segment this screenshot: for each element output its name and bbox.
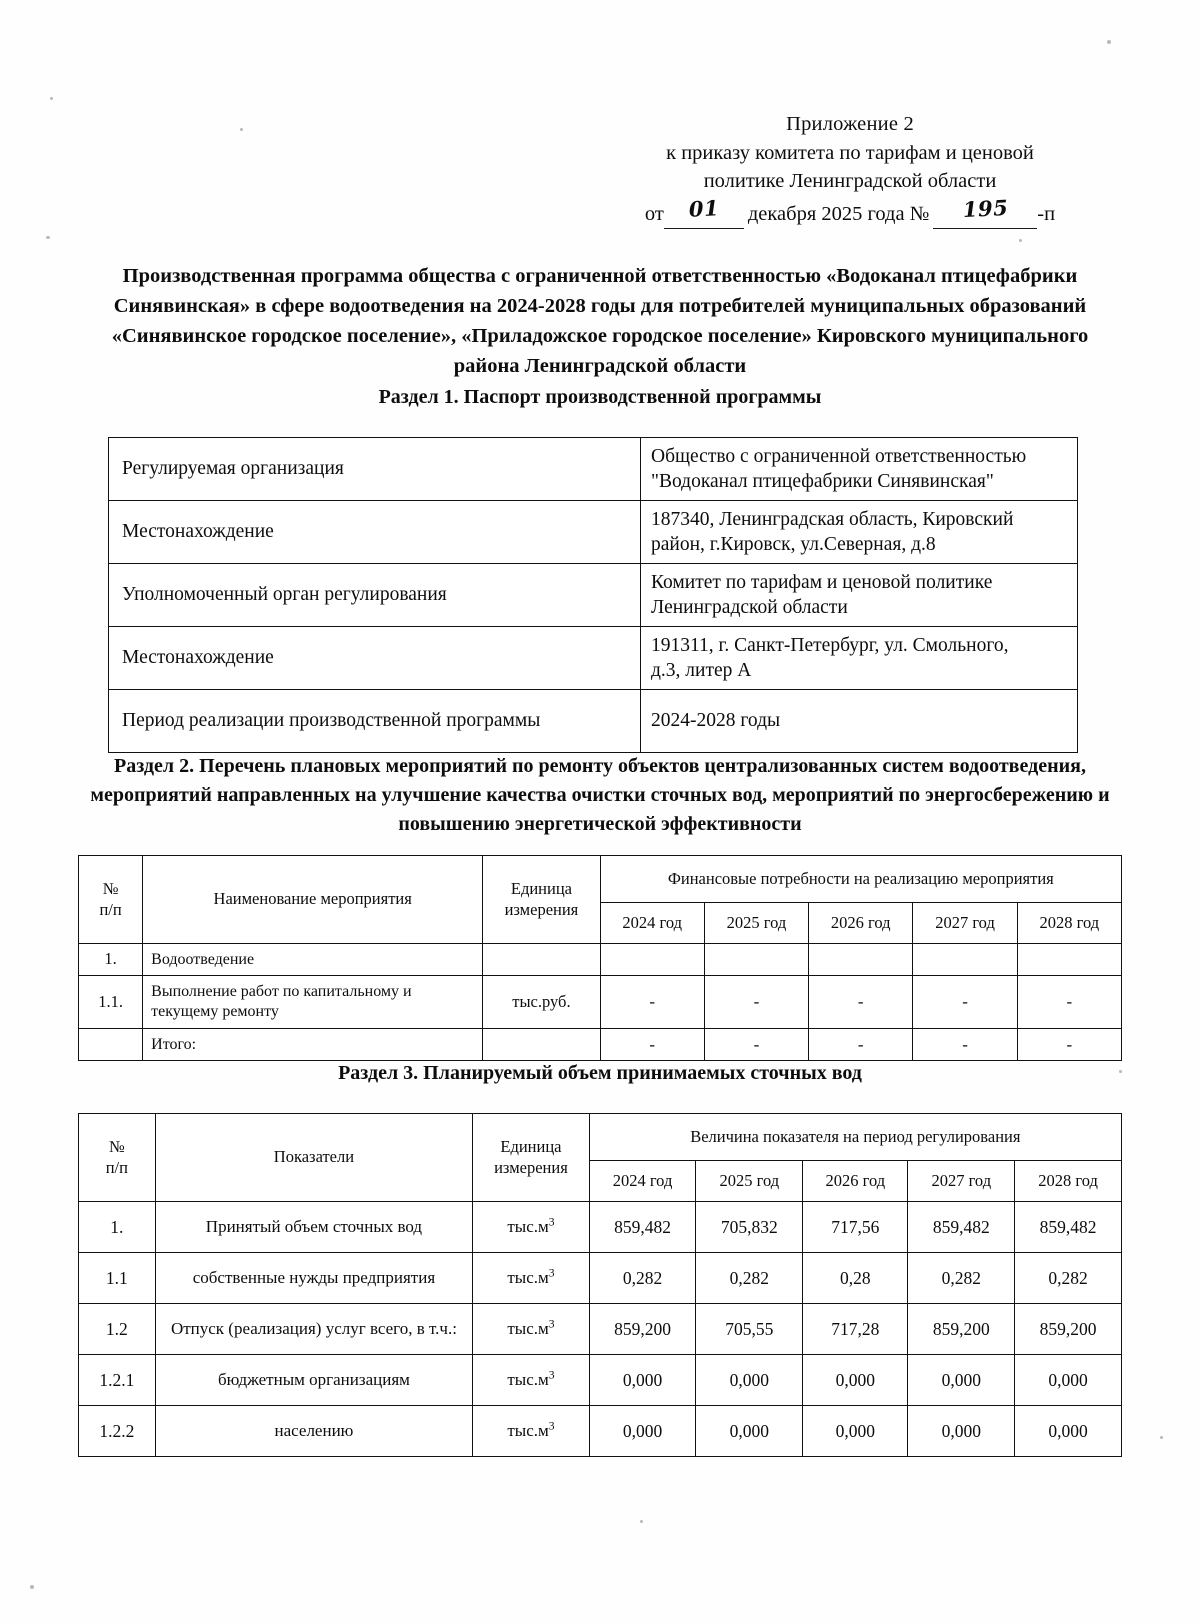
col-header-unit-l2: измерения xyxy=(494,1157,568,1177)
cell-2028: 859,482 xyxy=(1015,1202,1122,1253)
passport-value-line: д.3, литер А xyxy=(651,660,752,681)
cell-2026 xyxy=(809,944,913,976)
cell-2026: - xyxy=(809,1029,913,1061)
col-header-year-2027: 2027 год xyxy=(913,903,1017,944)
row-unit xyxy=(473,1253,589,1304)
section-3-heading: Раздел 3. Планируемый объем принимаемых сточных вод xyxy=(338,1062,862,1084)
order-number-value: 195 xyxy=(961,194,1009,223)
cell-2025: 0,000 xyxy=(696,1406,803,1457)
table-row xyxy=(109,501,1078,564)
cell-2024: 0,000 xyxy=(589,1406,696,1457)
appendix-line-1: Приложение 2 xyxy=(786,113,914,135)
passport-value-line: Комитет по тарифам и ценовой политике xyxy=(651,571,993,593)
row-unit xyxy=(483,1029,600,1061)
cell-2028: 0,000 xyxy=(1015,1406,1122,1457)
table-row xyxy=(79,1304,1122,1355)
cell-2024 xyxy=(600,944,704,976)
row-name: Итого: xyxy=(143,1029,483,1061)
col-header-name: Показатели xyxy=(155,1114,473,1202)
scan-speck xyxy=(1160,1436,1163,1439)
row-name: Принятый объем сточных вод xyxy=(155,1202,473,1253)
col-header-year-2026: 2026 год xyxy=(809,903,913,944)
cell-2024: 0,000 xyxy=(589,1355,696,1406)
scan-speck xyxy=(1019,239,1022,242)
row-index: 1.1 xyxy=(79,1253,156,1304)
cell-2027: 0,282 xyxy=(908,1253,1015,1304)
unit-base: тыс.м xyxy=(507,1370,549,1390)
scan-speck xyxy=(1119,1070,1122,1073)
order-date-mid: декабря 2025 года № xyxy=(747,203,930,226)
col-header-unit xyxy=(483,856,600,944)
order-day-value: 01 xyxy=(687,195,720,222)
table-row xyxy=(79,1202,1122,1253)
row-unit: тыс.руб. xyxy=(483,976,600,1029)
cell-2024: - xyxy=(600,1029,704,1061)
col-header-year-2024: 2024 год xyxy=(589,1161,696,1202)
cell-2027: 859,200 xyxy=(908,1304,1015,1355)
cell-2028: 0,282 xyxy=(1015,1253,1122,1304)
row-index: 1.2.1 xyxy=(79,1355,156,1406)
passport-key: Регулируемая организация xyxy=(109,438,641,501)
cell-2026: - xyxy=(809,976,913,1029)
row-index: 1.2.2 xyxy=(79,1406,156,1457)
row-name: Отпуск (реализация) услуг всего, в т.ч.: xyxy=(155,1304,473,1355)
passport-value-line: "Водоканал птицефабрики Синявинская" xyxy=(651,471,994,492)
cell-2026: 0,000 xyxy=(803,1355,908,1406)
col-header-year-2024: 2024 год xyxy=(600,903,704,944)
col-header-year-2028: 2028 год xyxy=(1017,903,1121,944)
scan-speck xyxy=(50,97,53,100)
row-name: собственные нужды предприятия xyxy=(155,1253,473,1304)
passport-table xyxy=(108,437,1078,753)
table-row xyxy=(109,627,1078,690)
cell-2025: 0,000 xyxy=(696,1355,803,1406)
col-header-year-2025: 2025 год xyxy=(696,1161,803,1202)
table-row xyxy=(109,564,1078,627)
cell-2028: - xyxy=(1017,1029,1121,1061)
table-row xyxy=(79,1029,1122,1061)
row-index: 1.1. xyxy=(79,976,143,1029)
passport-key: Период реализации производственной программы xyxy=(109,690,641,753)
cell-2027: 0,000 xyxy=(908,1406,1015,1457)
row-name xyxy=(143,976,483,1029)
passport-value xyxy=(641,501,1078,564)
scan-speck xyxy=(240,128,243,131)
passport-value-line: 187340, Ленинградская область, Кировский xyxy=(651,508,1014,530)
cell-2024: - xyxy=(600,976,704,1029)
cell-2025: - xyxy=(704,976,808,1029)
cell-2028: 859,200 xyxy=(1015,1304,1122,1355)
unit-exponent: 3 xyxy=(548,1266,555,1280)
cell-2025: 705,832 xyxy=(696,1202,803,1253)
appendix-line-2: к приказу комитета по тарифам и ценовой xyxy=(666,141,1034,164)
passport-value-line: 191311, г. Санкт-Петербург, ул. Смольного, xyxy=(651,634,1009,656)
row-name-line: Выполнение работ по капитальному и xyxy=(151,983,412,1001)
passport-value-line: район, г.Кировск, ул.Северная, д.8 xyxy=(651,534,936,555)
page-title: Производственная программа общества с ограниченной ответственностью «Водоканал птицефабрики Синявинская» в сфере водоотведения на 2024-2028 годы для потребителей муниципальных образований «Синявинское городское поселение», «Приладожское городское поселение» Кировского муниципального района Ленинградской области xyxy=(111,265,1089,377)
table-header-row xyxy=(79,856,1122,903)
row-index xyxy=(79,1029,143,1061)
order-number-suffix: -п xyxy=(1037,203,1056,226)
planned-works-table xyxy=(78,855,1122,1061)
scan-speck xyxy=(640,1520,643,1523)
col-header-num-l1: № xyxy=(108,1136,125,1156)
passport-value-line: 2024-2028 годы xyxy=(651,710,781,732)
unit-base: тыс.м xyxy=(507,1217,549,1237)
row-index: 1.2 xyxy=(79,1304,156,1355)
cell-2025: 0,282 xyxy=(696,1253,803,1304)
row-unit xyxy=(473,1355,589,1406)
scan-speck xyxy=(30,1585,34,1589)
scan-speck xyxy=(1107,40,1111,44)
passport-value xyxy=(641,690,1078,753)
col-header-num-l1: № xyxy=(102,878,119,898)
row-unit xyxy=(473,1406,589,1457)
cell-2028 xyxy=(1017,944,1121,976)
unit-exponent: 3 xyxy=(548,1317,555,1331)
table-row xyxy=(79,1406,1122,1457)
unit-base: тыс.м xyxy=(507,1421,549,1441)
row-unit xyxy=(473,1304,589,1355)
row-unit xyxy=(483,944,600,976)
cell-2025 xyxy=(704,944,808,976)
table-row xyxy=(79,1253,1122,1304)
table-row xyxy=(79,1355,1122,1406)
section-1-heading: Раздел 1. Паспорт производственной программы xyxy=(378,386,822,408)
unit-base: тыс.м xyxy=(507,1268,549,1288)
unit-exponent: 3 xyxy=(548,1215,555,1229)
order-day-blank xyxy=(664,196,744,229)
col-header-group-finance: Финансовые потребности на реализацию мероприятия xyxy=(600,856,1121,903)
col-header-year-2028: 2028 год xyxy=(1015,1161,1122,1202)
col-header-year-2026: 2026 год xyxy=(803,1161,908,1202)
cell-2024: 0,282 xyxy=(589,1253,696,1304)
col-header-num xyxy=(79,1114,156,1202)
cell-2027 xyxy=(913,944,1017,976)
col-header-num-l2: п/п xyxy=(105,1157,128,1177)
passport-value xyxy=(641,627,1078,690)
row-name: бюджетным организациям xyxy=(155,1355,473,1406)
row-unit xyxy=(473,1202,589,1253)
unit-exponent: 3 xyxy=(548,1419,555,1433)
col-header-year-2027: 2027 год xyxy=(908,1161,1015,1202)
cell-2027: - xyxy=(913,1029,1017,1061)
table-row xyxy=(109,690,1078,753)
col-header-num-l2: п/п xyxy=(99,899,122,919)
col-header-unit-l1: Единица xyxy=(500,1136,562,1156)
row-name: населению xyxy=(155,1406,473,1457)
col-header-num xyxy=(79,856,143,944)
cell-2028: - xyxy=(1017,976,1121,1029)
row-index: 1. xyxy=(79,944,143,976)
appendix-line-3: политике Ленинградской области xyxy=(703,170,997,193)
row-name-line: текущему ремонту xyxy=(151,1003,279,1020)
wastewater-volume-table xyxy=(78,1113,1122,1457)
col-header-year-2025: 2025 год xyxy=(704,903,808,944)
table-row xyxy=(79,944,1122,976)
table-header-row xyxy=(79,1114,1122,1161)
col-header-unit-l1: Единица xyxy=(510,878,572,898)
unit-exponent: 3 xyxy=(548,1368,555,1382)
section-2-heading: Раздел 2. Перечень плановых мероприятий по ремонту объектов централизованных систем водоотведения, мероприятий направленных на улучшение качества очистки сточных вод, мероприятий по энергосбережению и повышению энергетической эффективности xyxy=(90,755,1110,835)
col-header-unit xyxy=(473,1114,589,1202)
cell-2026: 717,56 xyxy=(803,1202,908,1253)
cell-2026: 0,000 xyxy=(803,1406,908,1457)
cell-2024: 859,200 xyxy=(589,1304,696,1355)
order-number-blank xyxy=(933,196,1037,229)
passport-key: Уполномоченный орган регулирования xyxy=(109,564,641,627)
cell-2027: - xyxy=(913,976,1017,1029)
cell-2026: 717,28 xyxy=(803,1304,908,1355)
order-date-prefix: от xyxy=(644,203,664,226)
col-header-unit-l2: измерения xyxy=(504,899,579,919)
passport-value-line: Ленинградской области xyxy=(651,597,848,618)
cell-2026: 0,28 xyxy=(803,1253,908,1304)
appendix-order-line xyxy=(600,196,1100,229)
passport-key: Местонахождение xyxy=(109,501,641,564)
unit-base: тыс.м xyxy=(507,1319,549,1339)
passport-key: Местонахождение xyxy=(109,627,641,690)
col-header-name: Наименование мероприятия xyxy=(143,856,483,944)
passport-value-line: Общество с ограниченной ответственностью xyxy=(651,445,1027,467)
cell-2028: 0,000 xyxy=(1015,1355,1122,1406)
cell-2025: 705,55 xyxy=(696,1304,803,1355)
scan-speck xyxy=(46,236,50,239)
appendix-header xyxy=(600,110,1100,229)
row-index: 1. xyxy=(79,1202,156,1253)
cell-2027: 0,000 xyxy=(908,1355,1015,1406)
col-header-group-indicator: Величина показателя на период регулирования xyxy=(589,1114,1121,1161)
passport-value xyxy=(641,438,1078,501)
passport-value xyxy=(641,564,1078,627)
row-name: Водоотведение xyxy=(143,944,483,976)
cell-2025: - xyxy=(704,1029,808,1061)
cell-2027: 859,482 xyxy=(908,1202,1015,1253)
table-row xyxy=(79,976,1122,1029)
cell-2024: 859,482 xyxy=(589,1202,696,1253)
table-row xyxy=(109,438,1078,501)
